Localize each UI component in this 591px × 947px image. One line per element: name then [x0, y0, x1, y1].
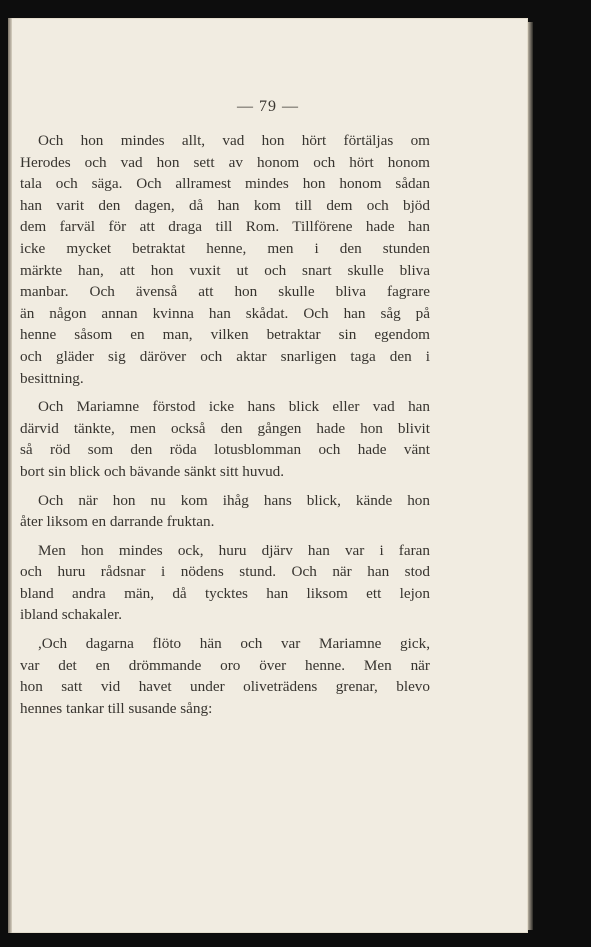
text-line: än någon annan kvinna han skådat. Och han såg på [20, 304, 430, 322]
text-line: ibland schakaler. [20, 606, 123, 624]
text-line: så röd som den röda lotusblomman och hade vänt [20, 441, 430, 459]
text-line: hennes tankar till susande sång: [20, 699, 213, 717]
text-line: Men hon mindes ock, huru djärv han var i faran [38, 541, 430, 559]
text-line: åter liksom en darrande fruktan. [20, 513, 215, 531]
text-line: ,Och dagarna flöto hän och var Mariamne gick, [38, 635, 430, 653]
text-line: dem farväl för att draga till Rom. Tillförene hade han [20, 218, 430, 236]
paragraph [20, 396, 430, 482]
body-text [20, 130, 430, 719]
text-line: han varit den dagen, då han kom till dem och bjöd [20, 196, 430, 214]
text-line: bort sin blick och bävande sänkt sitt huvud. [20, 462, 285, 480]
book-page [8, 18, 528, 933]
page-edge [528, 22, 533, 930]
paragraph [20, 633, 430, 719]
paragraph [20, 540, 430, 626]
text-line: märkte han, att hon vuxit ut och snart skulle bliva [20, 261, 430, 279]
text-line: Och Mariamne förstod icke hans blick eller vad han [38, 398, 430, 416]
text-line: Och när hon nu kom ihåg hans blick, kände hon [38, 491, 430, 509]
text-line: icke mycket betraktat henne, men i den stunden [20, 239, 430, 257]
text-line: henne såsom en man, vilken betraktar sin egendom [20, 326, 430, 344]
text-line: Herodes och vad hon sett av honom och hört honom [20, 153, 430, 171]
page-number: — 79 — [237, 98, 299, 115]
text-line: hon satt vid havet under oliveträdens grenar, blevo [20, 678, 430, 696]
text-line: besittning. [20, 369, 84, 387]
text-line: manbar. Och ävenså att hon skulle bliva fagrare [20, 283, 430, 301]
text-line: bland andra män, då tycktes han liksom ett lejon [20, 584, 430, 602]
text-line: därvid tänkte, men också den gången hade hon blivit [20, 419, 430, 437]
text-line: Och hon mindes allt, vad hon hört förtäljas om [38, 132, 430, 149]
page-spine [8, 18, 12, 933]
paragraph [20, 130, 430, 389]
text-line: var det en drömmande oro över henne. Men när [20, 656, 430, 674]
paragraph [20, 490, 430, 533]
text-line: och gläder sig däröver och aktar snarligen taga den i [20, 347, 430, 365]
text-line: tala och säga. Och allramest mindes hon honom sådan [20, 175, 430, 193]
text-line: och huru rådsnar i nödens stund. Och när han stod [20, 563, 430, 581]
